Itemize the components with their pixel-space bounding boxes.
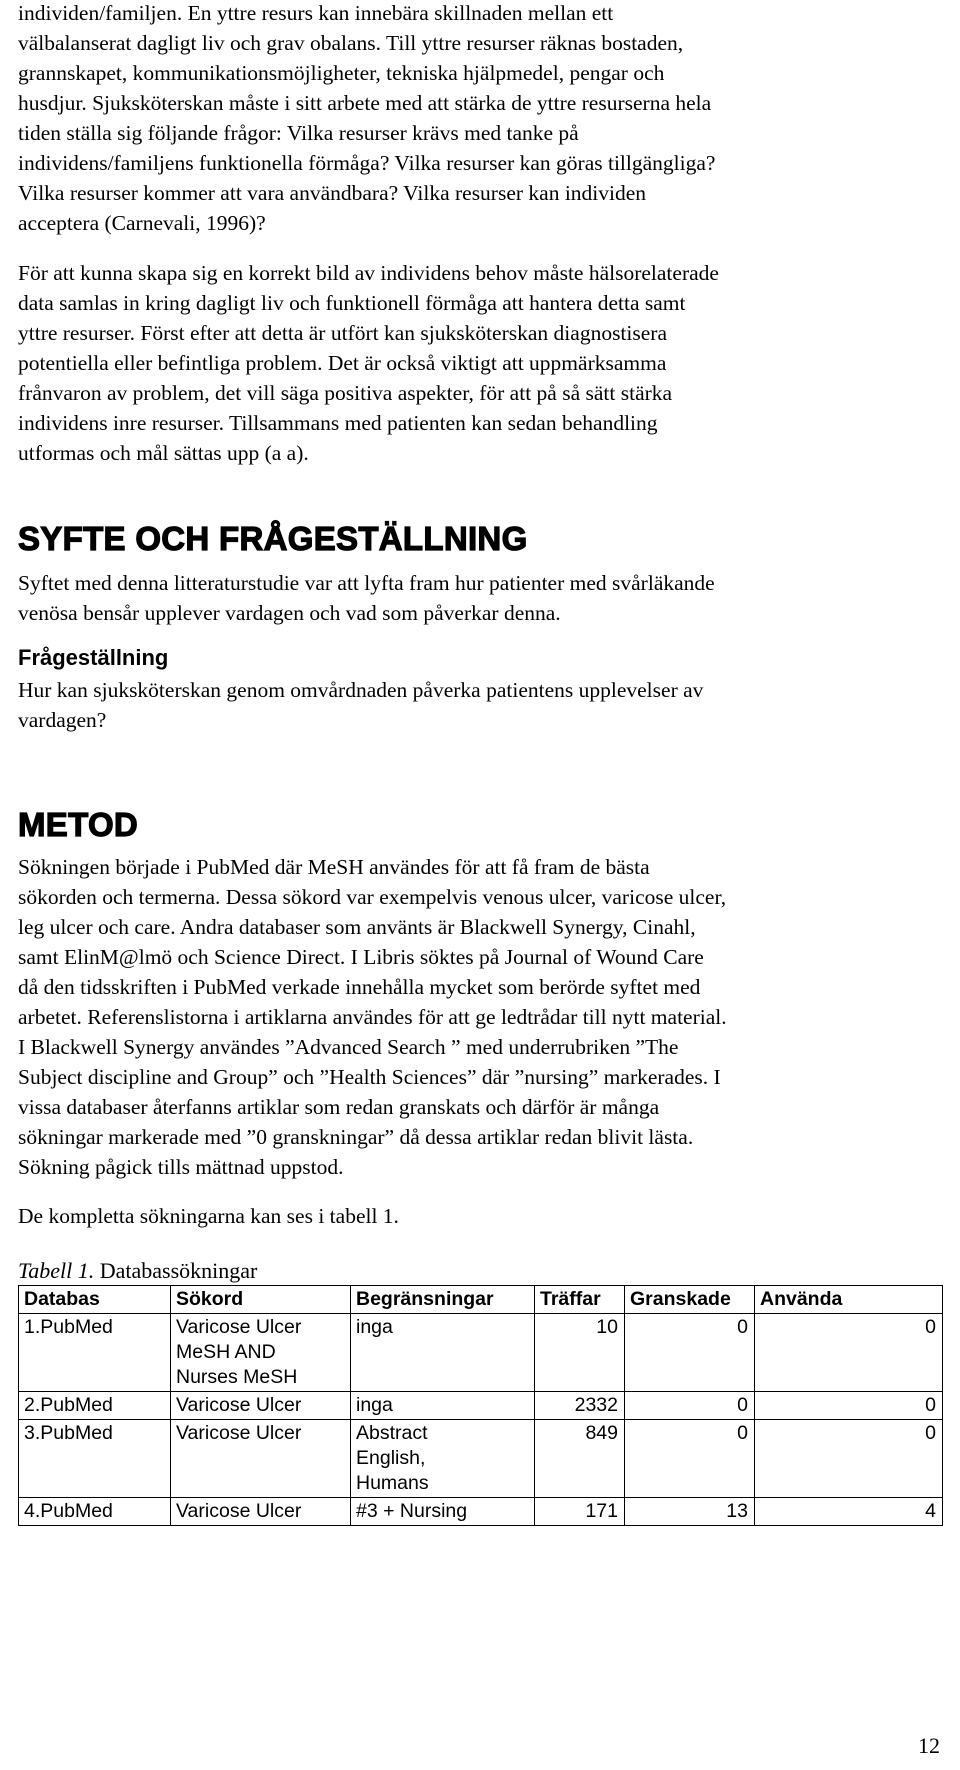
cell-begransningar: #3 + Nursing [351,1498,535,1526]
cell-anvanda: 0 [755,1420,943,1498]
heading-metod: METOD [18,806,139,843]
cell-anvanda: 4 [755,1498,943,1526]
header-traffar: Träffar [535,1286,625,1314]
paragraph-tabell-ref: De kompletta sökningarna kan ses i tabell 1. [18,1204,399,1228]
table-caption-label: Tabell 1. [18,1258,95,1283]
cell-anvanda: 0 [755,1314,943,1392]
table-row [19,1498,943,1526]
table-caption [18,1257,257,1285]
cell-sokord: Varicose Ulcer [171,1420,351,1498]
cell-sokord: Varicose Ulcer [171,1498,351,1526]
header-databas: Databas [19,1286,171,1314]
table-row [19,1392,943,1420]
page-number: 12 [918,1733,940,1758]
cell-sokord: Varicose Ulcer MeSH AND Nurses MeSH [171,1314,351,1392]
heading-fragestallning: Frågeställning [18,645,169,670]
cell-granskade: 13 [625,1498,755,1526]
cell-databas: 4.PubMed [19,1498,171,1526]
cell-traffar: 171 [535,1498,625,1526]
cell-begransningar: inga [351,1392,535,1420]
header-granskade: Granskade [625,1286,755,1314]
cell-databas: 3.PubMed [19,1420,171,1498]
cell-databas: 2.PubMed [19,1392,171,1420]
paragraph-syfte: Syftet med denna litteraturstudie var att lyfta fram hur patienter med svårläkande venösa bensår upplever vardagen och vad som påverkar denna. [18,571,715,625]
table-header-row [19,1286,943,1314]
header-sokord: Sökord [171,1286,351,1314]
search-table [18,1285,943,1526]
header-anvanda: Använda [755,1286,943,1314]
cell-granskade: 0 [625,1392,755,1420]
cell-traffar: 10 [535,1314,625,1392]
heading-syfte: SYFTE OCH FRÅGESTÄLLNING [18,520,528,557]
cell-databas: 1.PubMed [19,1314,171,1392]
cell-granskade: 0 [625,1420,755,1498]
paragraph-resources: individen/familjen. En yttre resurs kan innebära skillnaden mellan ett välbalanserat dagligt liv och grav obalans. Till yttre resurser räknas bostaden, grannskapet, kommunikationsmöjligheter, tekniska hjälpmedel, pengar och husdjur. Sjuksköterskan måste i sitt arbete med att stärka de yttre resurserna hela tiden ställa sig följande frågor: Vilka resurser krävs med tanke på individens/familjens funktionella förmåga? Vilka resurser kan göras tillgängliga? Vilka resurser kommer att vara användbara? Vilka resurser kan individen acceptera (Carnevali, 1996)? [18,1,716,235]
cell-anvanda: 0 [755,1392,943,1420]
table-row [19,1314,943,1392]
cell-begransningar: inga [351,1314,535,1392]
paragraph-metod: Sökningen började i PubMed där MeSH användes för att få fram de bästa sökorden och termerna. Dessa sökord var exempelvis venous ulcer, varicose ulcer, leg ulcer och care. Andra databaser som använts är Blackwell Synergy, Cinahl, samt ElinM@lmö och Science Direct. I Libris söktes på Journal of Wound Care då den tidsskriften i PubMed verkade innehålla mycket som berörde syftet med arbetet. Referenslistorna i artiklarna användes för att ge ledtrådar till nytt material. I Blackwell Synergy användes ”Advanced Search ” med underrubriken ”The Subject discipline and Group” och ”Health Sciences” där ”nursing” markerades. I vissa databaser återfanns artiklar som redan granskats och därför är många sökningar markerade med ”0 granskningar” då dessa artiklar redan blivit lästa. Sökning pågick tills mättnad uppstod. [18,855,727,1179]
table-row [19,1420,943,1498]
cell-granskade: 0 [625,1314,755,1392]
cell-traffar: 849 [535,1420,625,1498]
paragraph-data-collection: För att kunna skapa sig en korrekt bild av individens behov måste hälsorelaterade data samlas in kring dagligt liv och funktionell förmåga att hantera detta samt yttre resurser. Först efter att detta är utfört kan sjuksköterskan diagnostisera potentiella eller befintliga problem. Det är också viktigt att uppmärksamma frånvaron av problem, det vill säga positiva aspekter, för att på så sätt stärka individens inre resurser. Tillsammans med patienten kan sedan behandling utformas och mål sättas upp (a a). [18,261,719,465]
cell-traffar: 2332 [535,1392,625,1420]
paragraph-fragestallning: Hur kan sjuksköterskan genom omvårdnaden påverka patientens upplevelser av vardagen? [18,678,704,732]
cell-sokord: Varicose Ulcer [171,1392,351,1420]
cell-begransningar: Abstract English, Humans [351,1420,535,1498]
table-caption-text: Databassökningar [94,1258,258,1283]
header-begransningar: Begränsningar [351,1286,535,1314]
